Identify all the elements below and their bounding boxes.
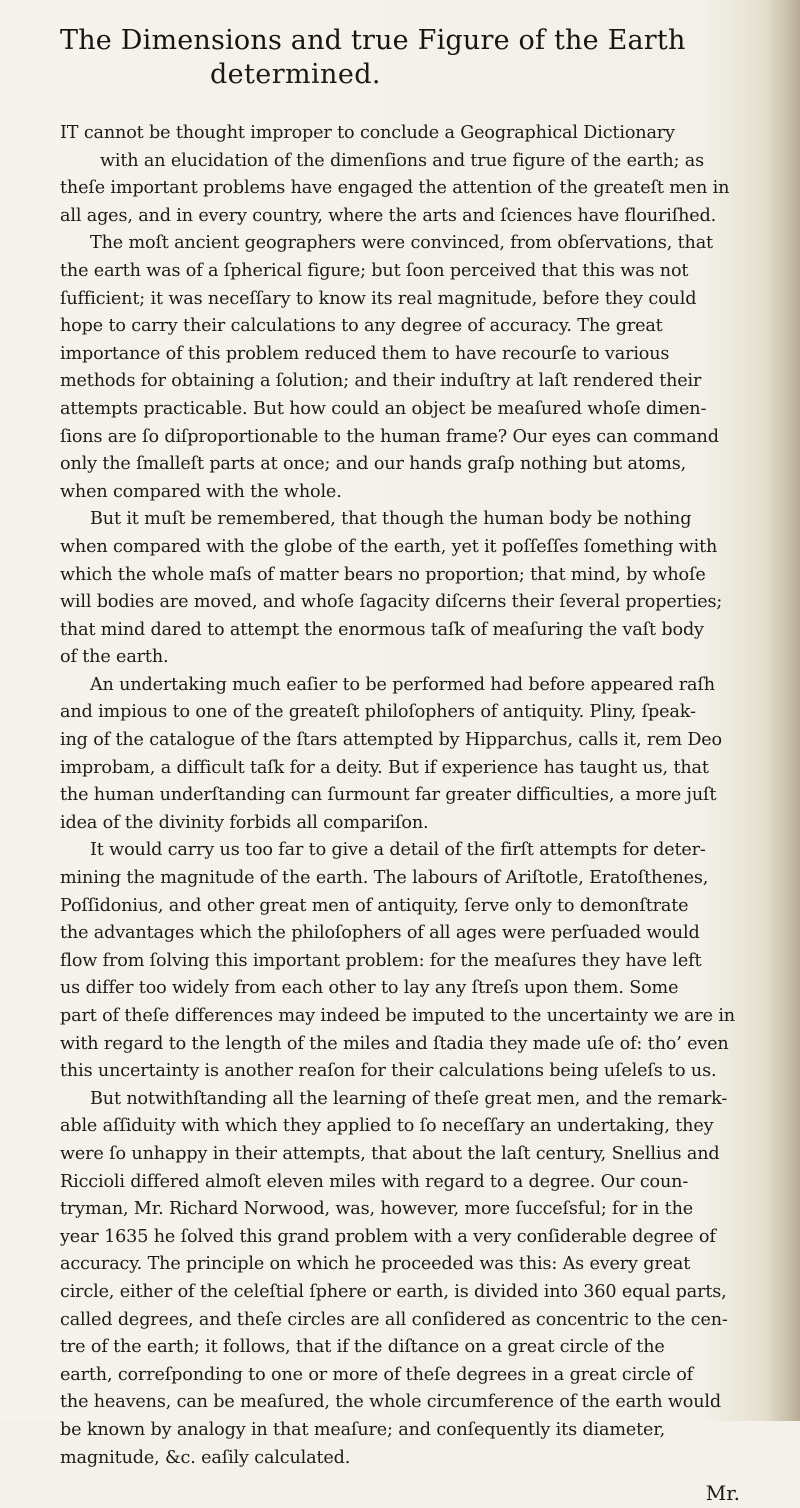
text-line: will bodies are moved, and whoſe ſagacity diſcerns their ſeveral properties; (60, 592, 723, 613)
text-line: improbam, a difficult taſk for a deity. But if experience has taught us, that (60, 757, 709, 778)
text-line: It would carry us too far to give a detail of the firſt attempts for deter- (90, 840, 706, 861)
text-line: only the ſmalleſt parts at once; and our hands graſp nothing but atoms, (60, 454, 687, 475)
text-line: methods for obtaining a ſolution; and their induſtry at laſt rendered their (60, 371, 702, 392)
body-text (60, 120, 760, 1508)
text-line: which the whole maſs of matter bears no proportion; that mind, by whoſe (60, 564, 706, 585)
text-line: this uncertainty is another reaſon for their calculations being uſeleſs to us. (60, 1061, 717, 1082)
page-title-continuation: determined. (210, 59, 381, 90)
text-line: flow from ſolving this important problem: for the meaſures they have left (60, 950, 702, 971)
text-line: But it muſt be remembered, that though the human body be nothing (90, 509, 692, 530)
catchword: Mr. (705, 1481, 740, 1506)
text-line: The moſt ancient geographers were convinced, from obſervations, that (90, 233, 713, 254)
text-line: magnitude, &c. eaſily calculated. (60, 1447, 351, 1468)
page-content (60, 24, 760, 1508)
text-line: able aſſiduity with which they applied to ſo neceſſary an undertaking, they (60, 1116, 714, 1137)
text-line: year 1635 he ſolved this grand problem with a very conſiderable degree of (60, 1226, 716, 1247)
page-gutter-shadow (766, 0, 800, 1421)
text-line: with regard to the length of the miles and ſtadia they made uſe of: tho’ even (60, 1033, 729, 1054)
text-line: hope to carry their calculations to any degree of accuracy. The great (60, 316, 663, 337)
text-line: ſions are ſo diſproportionable to the human frame? Our eyes can command (60, 426, 719, 447)
text-line: part of theſe differences may indeed be imputed to the uncertainty we are in (60, 1006, 735, 1026)
text-line: earth, correſponding to one or more of theſe degrees in a great circle of (60, 1364, 694, 1385)
page-title: The Dimensions and true Figure of the Earth (60, 25, 686, 56)
text-line: circle, either of the celeſtial ſphere or earth, is divided into 360 equal parts, (60, 1281, 727, 1302)
text-line: tre of the earth; it follows, that if the diſtance on a great circle of the (60, 1337, 665, 1358)
text-line: us differ too widely from each other to lay any ſtreſs upon them. Some (60, 978, 679, 999)
text-line: theſe important problems have engaged the attention of the greateſt men in (60, 178, 730, 199)
text-line: when compared with the globe of the earth, yet it poſſeſſes ſomething with (60, 536, 718, 557)
text-line: and impious to one of the greateſt philoſophers of antiquity. Pliny, ſpeak- (60, 702, 696, 723)
text-line: the earth was of a ſpherical figure; but ſoon perceived that this was not (60, 260, 689, 281)
text-line: the advantages which the philoſophers of all ages were perſuaded would (60, 923, 700, 944)
text-line: the heavens, can be meaſured, the whole circumference of the earth would (60, 1392, 721, 1413)
text-line: importance of this problem reduced them to have recourſe to various (60, 343, 670, 364)
text-line: Riccioli differed almoſt eleven miles with regard to a degree. Our coun- (60, 1171, 689, 1192)
text-line: accuracy. The principle on which he proceeded was this: As every great (60, 1254, 691, 1275)
text-line: of the earth. (60, 647, 169, 668)
text-line: when compared with the whole. (60, 481, 342, 502)
text-line: attempts practicable. But how could an object be meaſured whoſe dimen- (60, 398, 707, 419)
text-line: ſufficient; it was neceſſary to know its real magnitude, before they could (60, 288, 697, 309)
text-line: were ſo unhappy in their attempts, that about the laſt century, Snellius and (60, 1143, 720, 1164)
text-line: the human underſtanding can ſurmount far greater difficulties, a more juſt (60, 785, 717, 806)
text-line: ing of the catalogue of the ſtars attempted by Hipparchus, calls it, rem Deo (60, 730, 722, 751)
text-line: with an elucidation of the dimenſions and true figure of the earth; as (100, 150, 705, 171)
text-line: IT cannot be thought improper to conclude a Geographical Dictionary (60, 123, 675, 143)
text-line: An undertaking much eaſier to be performed had before appeared raſh (90, 674, 715, 695)
text-line: be known by analogy in that meaſure; and conſequently its diameter, (60, 1419, 666, 1440)
text-line: that mind dared to attempt the enormous taſk of meaſuring the vaſt body (60, 619, 704, 640)
text-line: called degrees, and theſe circles are all conſidered as concentric to the cen- (60, 1309, 728, 1330)
text-line: But notwithſtanding all the learning of theſe great men, and the remark- (90, 1088, 728, 1109)
text-line: mining the magnitude of the earth. The labours of Ariſtotle, Eratoſthenes, (60, 868, 709, 889)
text-line: all ages, and in every country, where the arts and ſciences have flouriſhed. (60, 205, 717, 226)
text-line: idea of the divinity forbids all compariſon. (60, 812, 429, 833)
text-line: tryman, Mr. Richard Norwood, was, however, more ſucceſsful; for in the (60, 1199, 694, 1220)
text-line: Poſſidonius, and other great men of antiquity, ſerve only to demonſtrate (60, 895, 689, 916)
